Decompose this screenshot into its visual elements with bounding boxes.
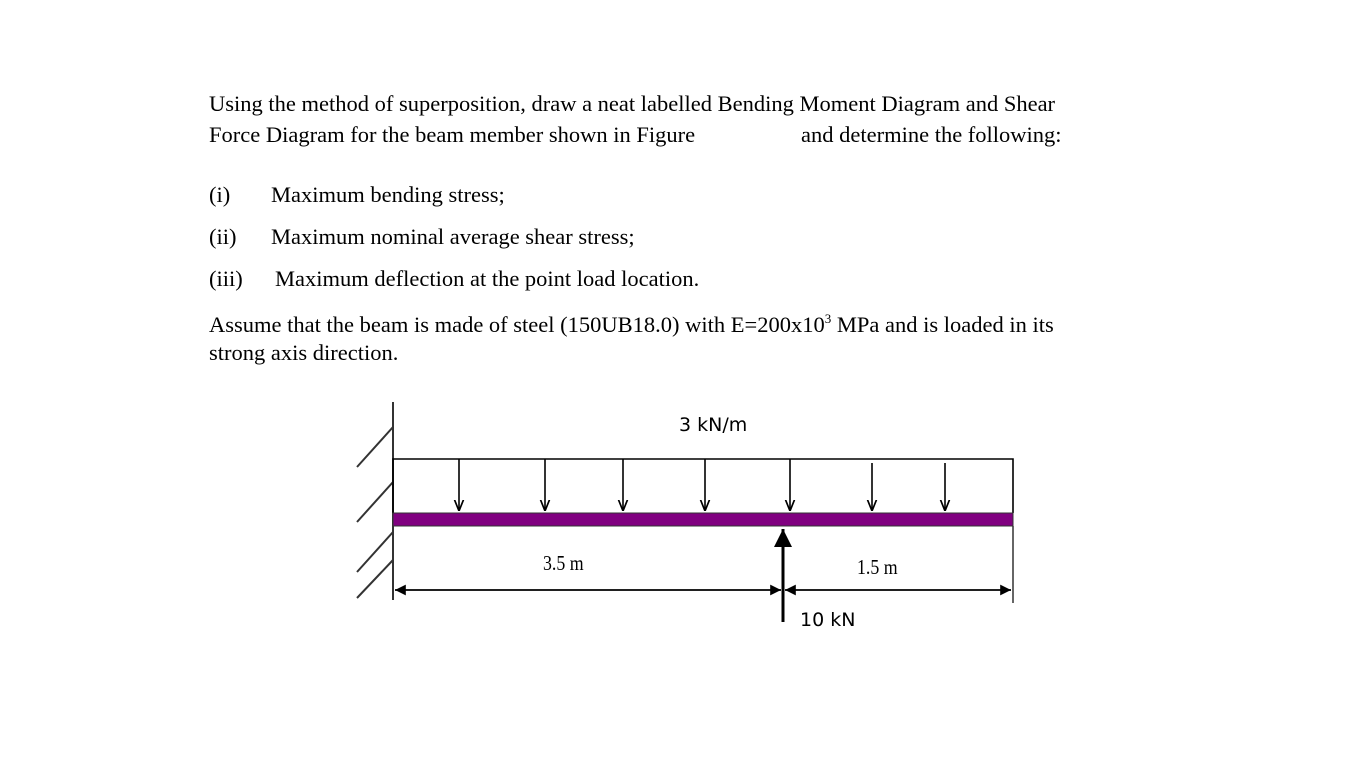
beam [393,513,1013,526]
span-2-label: 1.5 m [857,555,898,579]
assumption-line-2: strong axis direction. [209,340,399,365]
intro-line-1: Using the method of superposition, draw a neat labelled Bending Moment Diagram and Shear [209,91,1056,116]
assumption-text: Assume that the beam is made of steel (150UB18.0) with E=200x10 [209,312,825,337]
intro-line-2a: Force Diagram for the beam member shown in Figure [209,122,696,147]
item-3-text: Maximum deflection at the point load location. [275,266,700,291]
intro-line-2b: and determine the following: [801,122,1062,147]
assumption-text-end: MPa and is loaded in its [831,312,1054,337]
span-1-label: 3.5 m [543,551,584,575]
point-load-label: 10 kN [800,609,856,631]
item-1-text: Maximum bending stress; [271,182,505,207]
fixed-support [357,402,393,600]
udl-label: 3 kN/m [679,414,748,436]
item-3-number: (iii) [209,266,243,291]
exponent: 3 [824,311,832,326]
item-2-number: (ii) [209,224,237,249]
item-1-number: (i) [209,182,231,207]
udl [393,459,1013,513]
item-2-text: Maximum nominal average shear stress; [271,224,635,249]
